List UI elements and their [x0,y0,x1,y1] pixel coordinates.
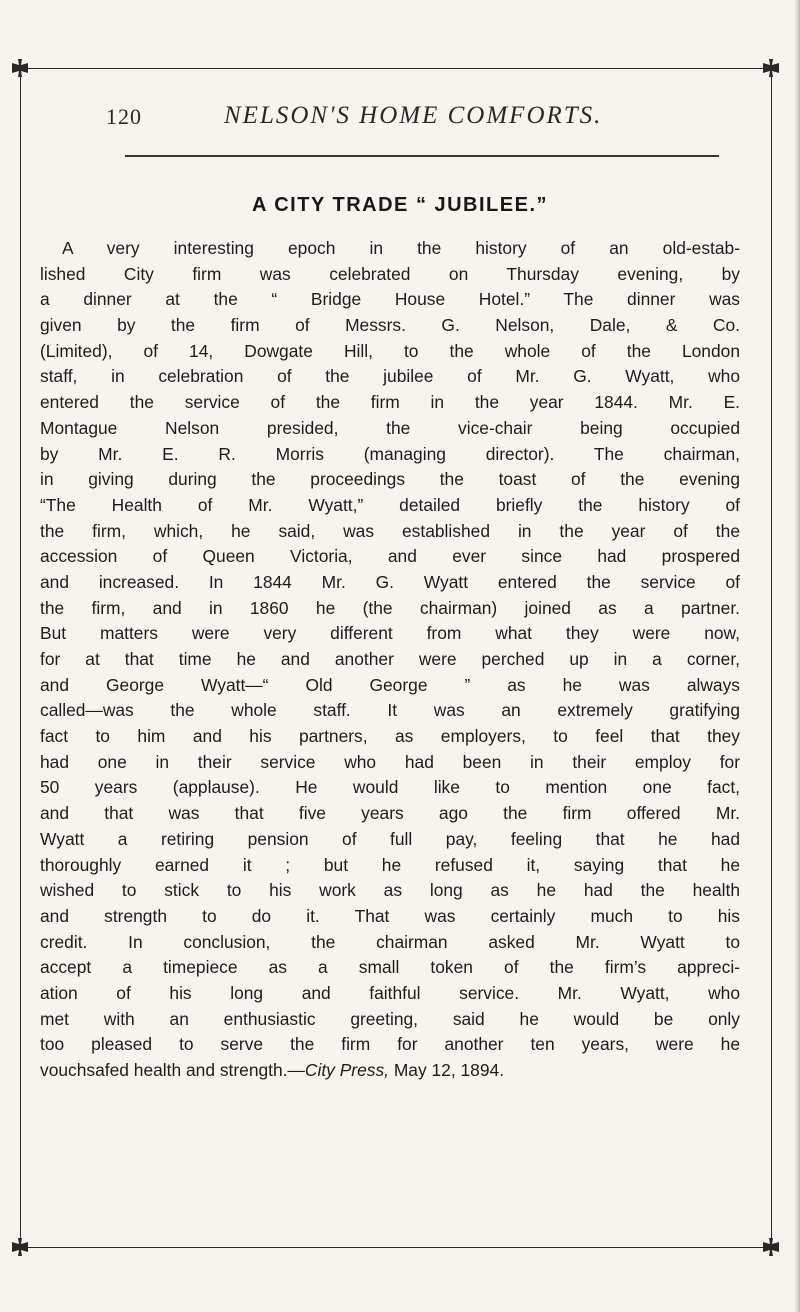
text-line: for at that time he and another were perched up in a corner, [40,649,740,669]
text-line: ation of his long and faithful service. Mr. Wyatt, who [40,982,740,1003]
text-line: called—was the whole staff. It was an extremely gratifying [40,700,740,721]
maltese-cross-icon [762,1238,780,1256]
closing-line [40,1058,740,1084]
text-line: Montague Nelson presided, the vice-chair being occupied [40,417,740,438]
maltese-cross-icon [11,1238,29,1256]
text-line: fact to him and his partners, as employers, to feel that they [40,726,740,747]
text-line: 50 years (applause). He would like to mention one fact, [40,777,740,798]
text-line: by Mr. E. R. Morris (managing director). The chairman, [40,443,740,464]
text-line: the firm, which, he said, was established in the year of the [40,520,740,541]
text-line: A very interesting epoch in the history of an old-estab- [62,238,740,258]
text-line: a dinner at the “ Bridge House Hotel.” The dinner was [40,289,740,310]
header-rule [125,155,719,157]
maltese-cross-icon [762,59,780,77]
frame-right-rule [771,68,772,1247]
running-header [106,100,746,140]
source-date: May 12, 1894. [388,1060,505,1080]
maltese-cross-icon [11,59,29,77]
text-line: too pleased to serve the firm for another ten years, were he [40,1034,740,1055]
text-line: lished City firm was celebrated on Thursday evening, by [40,263,740,284]
text-line: “The Health of Mr. Wyatt,” detailed briefly the history of [40,494,740,515]
text-line: and increased. In 1844 Mr. G. Wyatt entered the service of [40,571,740,592]
text-line: given by the firm of Messrs. G. Nelson, Dale, & Co. [40,315,740,336]
text-line: in giving during the proceedings the toast of the evening [40,469,740,490]
article-body [40,236,740,1084]
text-line: vouchsafed health and strength.— [40,1060,305,1080]
text-line: and George Wyatt—“ Old George ” as he was always [40,674,740,695]
text-line: (Limited), of 14, Dowgate Hill, to the whole of the London [40,340,740,361]
text-line: thoroughly earned it ; but he refused it, saying that he [40,854,740,875]
source-publication: City Press, [304,1060,389,1080]
text-line: wished to stick to his work as long as he had the health [40,880,740,901]
text-line: accept a timepiece as a small token of the firm’s appreci- [40,957,740,978]
text-line: and that was that five years ago the firm offered Mr. [40,803,740,824]
frame-left-rule [20,68,21,1247]
text-line: Wyatt a retiring pension of full pay, feeling that he had [40,828,740,849]
article-title: A CITY TRADE “ JUBILEE.” [251,194,549,216]
text-line: had one in their service who had been in their employ for [40,751,740,772]
text-line: But matters were very different from what they were now, [40,623,740,644]
text-line: met with an enthusiastic greeting, said he would be only [40,1008,740,1029]
frame-top-rule [20,68,772,69]
frame-bottom-rule [20,1247,772,1248]
text-line: entered the service of the firm in the year 1844. Mr. E. [40,392,740,413]
text-line: accession of Queen Victoria, and ever since had prospered [40,546,740,567]
text-line: and strength to do it. That was certainly much to his [40,905,740,926]
text-line: staff, in celebration of the jubilee of Mr. G. Wyatt, who [40,366,740,387]
text-line: credit. In conclusion, the chairman asked Mr. Wyatt to [40,931,740,952]
page-number: 120 [106,104,142,129]
running-title: NELSON'S HOME COMFORTS. [224,102,603,129]
text-line: the firm, and in 1860 he (the chairman) joined as a partner. [40,597,740,618]
